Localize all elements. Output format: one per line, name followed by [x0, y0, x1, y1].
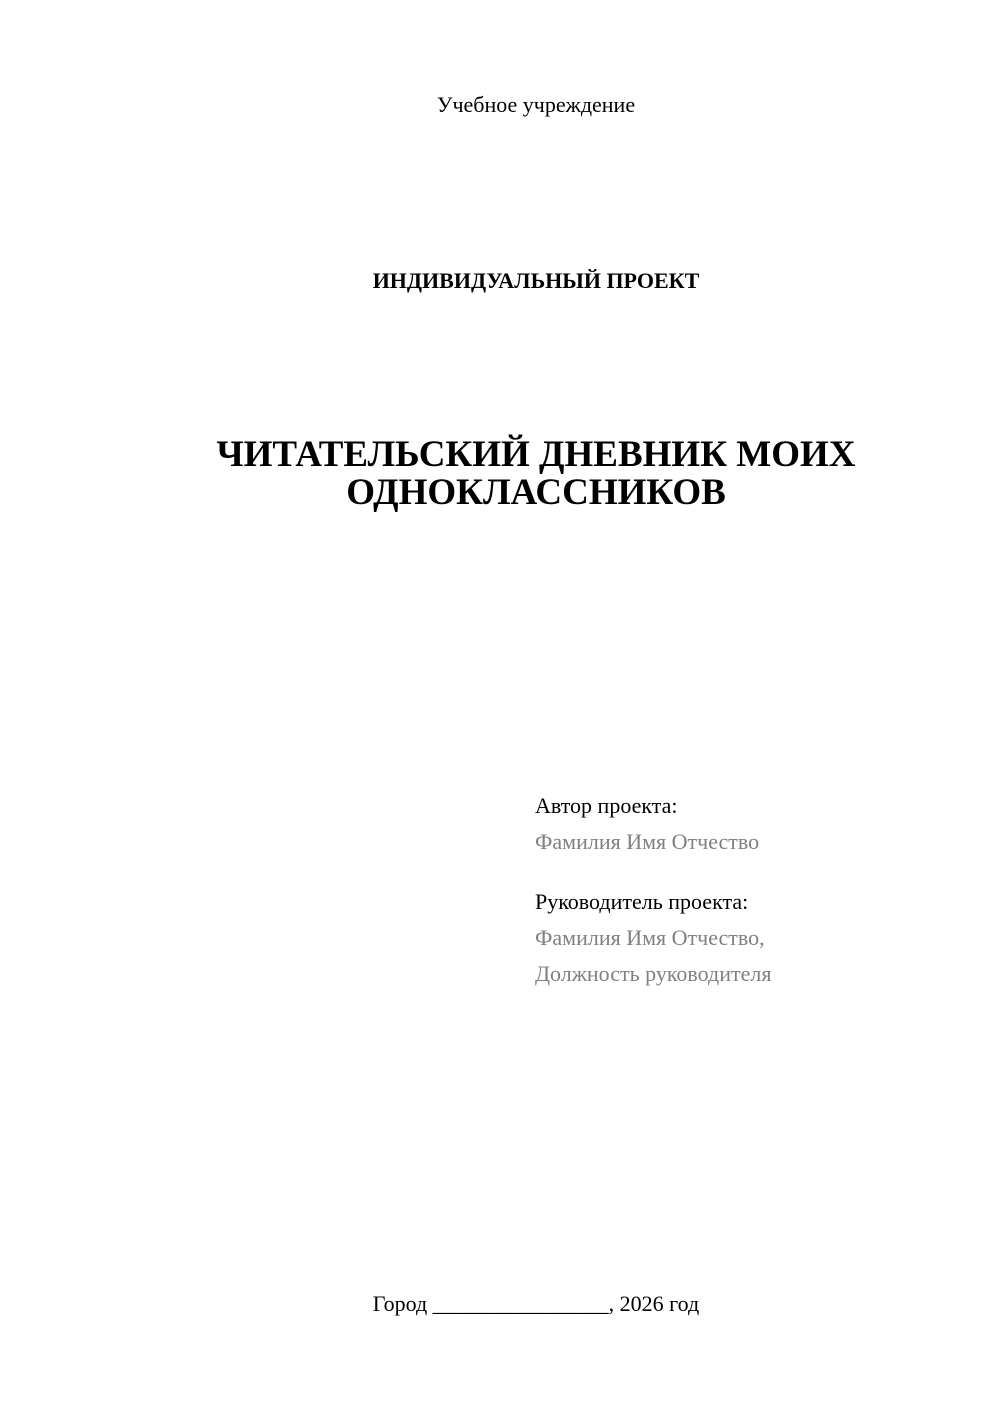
institution-name: Учебное учреждение [436, 92, 636, 117]
supervisor-label: Руководитель проекта: [535, 889, 749, 914]
supervisor-name: Фамилия Имя Отчество, [535, 925, 765, 950]
project-title-line-1: ЧИТАТЕЛЬСКИЙ ДНЕВНИК МОИХ [216, 434, 856, 475]
project-title [0, 436, 1000, 512]
credits-block [535, 788, 771, 992]
project-type-heading: ИНДИВИДУАЛЬНЫЙ ПРОЕКТ [372, 268, 700, 293]
city-year-line: Город ________________, 2026 год [372, 1291, 700, 1316]
project-title-line-2: ОДНОКЛАССНИКОВ [346, 472, 726, 513]
author-name: Фамилия Имя Отчество [535, 829, 760, 854]
supervisor-position: Должность руководителя [535, 961, 772, 986]
credits-spacer [535, 860, 771, 884]
author-label: Автор проекта: [535, 793, 678, 818]
